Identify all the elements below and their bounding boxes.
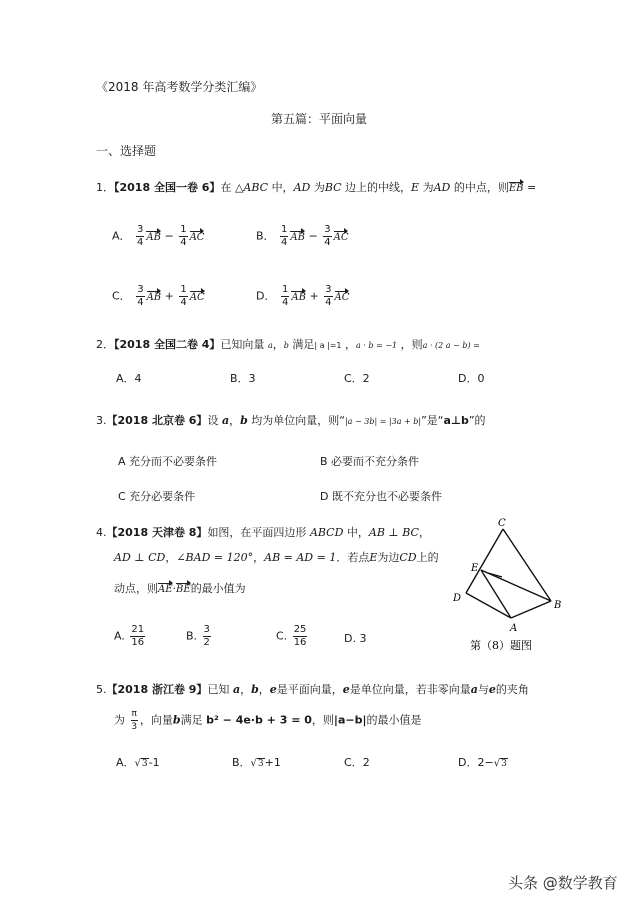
math-var: e: [488, 683, 496, 696]
math-expr: a · b = −1: [356, 341, 398, 350]
option-label: D．: [256, 289, 276, 303]
text: 的最小值是: [366, 713, 422, 727]
option-label: D.: [344, 632, 356, 645]
text: 为: [114, 713, 125, 727]
text: ，: [418, 526, 430, 539]
text: ，: [240, 683, 252, 696]
fraction: [323, 224, 331, 249]
numerator: 3: [324, 224, 331, 235]
question-source: 【2018 天津卷 8】: [106, 526, 208, 539]
q1-option-b[interactable]: [256, 224, 348, 249]
q2-option-b[interactable]: B．3: [230, 372, 256, 385]
sqrt: √3: [134, 758, 148, 769]
text: ”是“: [421, 414, 444, 427]
text: 满足: [180, 713, 203, 727]
numerator: 21: [131, 624, 145, 635]
q3-option-b[interactable]: B 必要而不充分条件: [320, 455, 420, 468]
math-var: e: [269, 683, 277, 696]
text: 在: [220, 181, 232, 194]
quadrilateral-figure: [448, 515, 578, 655]
math-var: e: [342, 683, 350, 696]
math-expr: AB = AD = 1: [264, 551, 337, 564]
math-var: E: [369, 551, 378, 564]
fraction: [179, 284, 187, 309]
text: 满足: [292, 338, 315, 351]
vector: AC: [190, 289, 205, 303]
fraction: [324, 284, 332, 309]
denominator: 4: [325, 297, 332, 308]
vector-BE: BE: [176, 581, 191, 595]
figure-caption: 第（8）题图: [470, 639, 532, 652]
math-var: CD: [399, 551, 417, 564]
q5-option-b[interactable]: [232, 754, 281, 770]
math-expr: AD ⊥ CD: [114, 551, 166, 564]
fraction: [136, 224, 144, 249]
question-1: [96, 179, 536, 195]
q1-option-d[interactable]: [256, 284, 349, 309]
text: ，向量: [139, 713, 173, 727]
denominator: 16: [131, 637, 145, 648]
q4-option-d[interactable]: [344, 632, 366, 645]
vector: AC: [190, 229, 205, 243]
math-var: b: [172, 713, 181, 727]
option-value: 3: [359, 632, 367, 645]
math-var: AD: [433, 181, 451, 194]
text: ．若点: [336, 551, 370, 564]
math-expr: ∠BAD = 120°: [176, 551, 254, 564]
math-var: ABCD: [309, 526, 344, 539]
math-expr: |a − 3b| = |3a + b|: [344, 417, 422, 426]
text: ，: [253, 551, 265, 564]
denominator: 4: [281, 237, 288, 248]
option-label: C．: [112, 289, 131, 303]
math-expr: | a |=1: [314, 341, 342, 350]
equals-sign: =: [527, 181, 537, 194]
vector: AB: [146, 229, 161, 243]
question-3: [96, 412, 486, 428]
text: 为: [422, 181, 434, 194]
question-number: 3.: [96, 414, 107, 427]
q3-option-d[interactable]: D 既不充分也不必要条件: [320, 490, 442, 503]
numerator: 25: [293, 624, 307, 635]
question-2: [96, 336, 480, 352]
vector: AB: [291, 289, 306, 303]
option-label: A.: [114, 629, 125, 643]
q2-option-a[interactable]: A．4: [116, 372, 142, 385]
denominator: 3: [131, 722, 138, 732]
math-var: AD: [293, 181, 311, 194]
denominator: 4: [281, 297, 289, 308]
option-label: B．: [232, 756, 251, 769]
text: ，: [345, 338, 357, 351]
fraction: [293, 624, 308, 649]
question-number: 1．: [96, 181, 114, 194]
text: 已知向量: [220, 338, 265, 351]
sqrt: √3: [493, 758, 507, 769]
edge-AB: [511, 601, 551, 618]
numerator: 1: [281, 224, 288, 235]
radicand: 3: [501, 759, 507, 769]
text: 为边: [377, 551, 400, 564]
label-E: E: [471, 563, 479, 574]
text: 的中点，则: [453, 181, 509, 194]
text: 中，: [346, 526, 369, 539]
math-var: a: [267, 341, 273, 350]
watermark: 头条 @数学教育: [508, 874, 618, 892]
numerator: 3: [137, 284, 144, 295]
option-suffix: +1: [264, 756, 281, 769]
q1-option-a[interactable]: [112, 224, 204, 249]
q3-option-c[interactable]: C 充分必要条件: [118, 490, 196, 503]
option-label: D．: [458, 756, 478, 769]
fraction: [179, 224, 187, 249]
numerator: 3: [203, 624, 210, 635]
radicand: 3: [141, 759, 148, 769]
fraction: [136, 284, 144, 309]
numerator: 3: [325, 284, 332, 295]
triangle-symbol: △: [234, 181, 244, 194]
edge-CD: [466, 529, 503, 593]
denominator: 16: [293, 637, 307, 648]
text: ”的: [468, 414, 486, 427]
math-var: b: [251, 683, 259, 696]
math-expr: b² − 4e·b + 3 = 0: [206, 713, 312, 727]
option-label: A．: [116, 756, 135, 769]
text: 的夹角: [495, 683, 529, 696]
question-number: 2．: [96, 338, 114, 351]
section-heading: 一、选择题: [96, 144, 157, 158]
text: ，则: [311, 713, 334, 727]
math-expr: a · (2 a − b) =: [422, 341, 480, 350]
text: 均为单位向量，则“: [251, 414, 345, 427]
denominator: 4: [324, 237, 331, 248]
math-var: BC: [324, 181, 342, 194]
q5-option-c[interactable]: [344, 754, 370, 770]
text: 为: [313, 181, 325, 194]
edge-DA: [466, 593, 511, 618]
text: 是单位向量，若非零向量: [349, 683, 471, 696]
vector: AB: [147, 289, 162, 303]
denominator: 2: [203, 637, 210, 648]
denominator: 4: [137, 237, 144, 248]
text: ，: [272, 338, 284, 351]
option-suffix: -1: [148, 756, 160, 769]
numerator: 1: [180, 224, 187, 235]
numerator: 1: [180, 284, 187, 295]
text: 已知: [207, 683, 230, 696]
text: ，: [229, 414, 241, 427]
question-source: 【2018 全国二卷 4】: [114, 338, 221, 351]
operator: +: [164, 289, 174, 303]
operator: −: [308, 229, 318, 243]
fraction: [203, 624, 211, 649]
q5-option-d[interactable]: [458, 754, 508, 770]
numerator: 3: [137, 224, 144, 235]
document-title: 《2018 年高考数学分类汇编》: [96, 80, 263, 94]
text: 中，: [271, 181, 294, 194]
question-5-line-1: [96, 681, 529, 697]
math-var: ABC: [243, 181, 269, 194]
option-label: C．: [344, 756, 363, 769]
q5-option-a[interactable]: [116, 754, 160, 770]
vector: AB: [290, 229, 305, 243]
fraction: [131, 708, 138, 733]
text: 的最小值为: [190, 582, 246, 595]
math-var: E: [411, 181, 420, 194]
option-value: 2: [362, 756, 370, 769]
label-C: C: [498, 518, 506, 529]
option-label: B.: [186, 629, 198, 643]
question-number: 5.: [96, 683, 107, 696]
vector-EB: EB: [509, 180, 524, 194]
question-source: 【2018 全国一卷 6】: [114, 181, 221, 194]
label-D: D: [453, 593, 462, 604]
denominator: 4: [180, 237, 187, 248]
text: 如图，在平面四边形: [207, 526, 307, 539]
math-var: b: [283, 341, 289, 350]
q4-option-c[interactable]: [276, 624, 309, 649]
label-B: B: [554, 600, 562, 611]
q2-option-d[interactable]: D．0: [458, 372, 485, 385]
question-number: 4.: [96, 526, 107, 539]
label-A: A: [510, 623, 518, 634]
question-source: 【2018 北京卷 6】: [106, 414, 208, 427]
text: 与: [477, 683, 489, 696]
operator: −: [164, 229, 174, 243]
vector: AC: [334, 229, 349, 243]
fraction: [130, 624, 145, 649]
numerator: π: [131, 709, 137, 719]
figure-lines: [466, 529, 551, 618]
option-prefix: 2−: [477, 756, 494, 769]
numerator: 1: [281, 284, 289, 295]
text: 设: [207, 414, 219, 427]
text: 边上的中线，: [345, 181, 412, 194]
math-expr: |a−b|: [333, 713, 367, 727]
question-4-line-3: [114, 580, 246, 596]
math-expr: AB ⊥ BC: [368, 526, 419, 539]
question-source: 【2018 浙江卷 9】: [106, 683, 208, 696]
vector-AE: AE: [158, 581, 173, 595]
sqrt: √3: [250, 758, 264, 769]
math-var: b: [240, 414, 248, 427]
text: ，: [165, 551, 177, 564]
q1-option-c[interactable]: [112, 284, 205, 309]
text: 是平面向量，: [276, 683, 343, 696]
option-label: A．: [112, 229, 131, 243]
denominator: 4: [180, 297, 187, 308]
question-5-line-2: [114, 708, 421, 733]
text: 上的: [416, 551, 439, 564]
denominator: 4: [137, 297, 144, 308]
math-expr: a⊥b: [443, 414, 469, 427]
fraction: [281, 284, 289, 309]
math-var: a: [232, 683, 241, 696]
question-4-line-1: [96, 524, 430, 540]
operator: +: [309, 289, 319, 303]
text: ，则: [400, 338, 423, 351]
q4-option-b[interactable]: [186, 624, 213, 649]
question-4-line-2: [114, 549, 439, 565]
option-label: B．: [256, 229, 275, 243]
option-label: C.: [276, 629, 288, 643]
vector: AC: [335, 289, 350, 303]
q4-option-a[interactable]: [114, 624, 147, 649]
text: ，: [258, 683, 270, 696]
fraction: [280, 224, 288, 249]
chapter-title: 第五篇：平面向量: [271, 112, 368, 126]
radicand: 3: [257, 759, 264, 769]
dot-operator: ·: [172, 582, 177, 595]
q3-option-a[interactable]: A 充分而不必要条件: [118, 455, 218, 468]
math-var: a: [221, 414, 230, 427]
math-var: a: [470, 683, 478, 696]
q2-option-c[interactable]: C．2: [344, 372, 370, 385]
text: 动点，则: [114, 582, 158, 595]
